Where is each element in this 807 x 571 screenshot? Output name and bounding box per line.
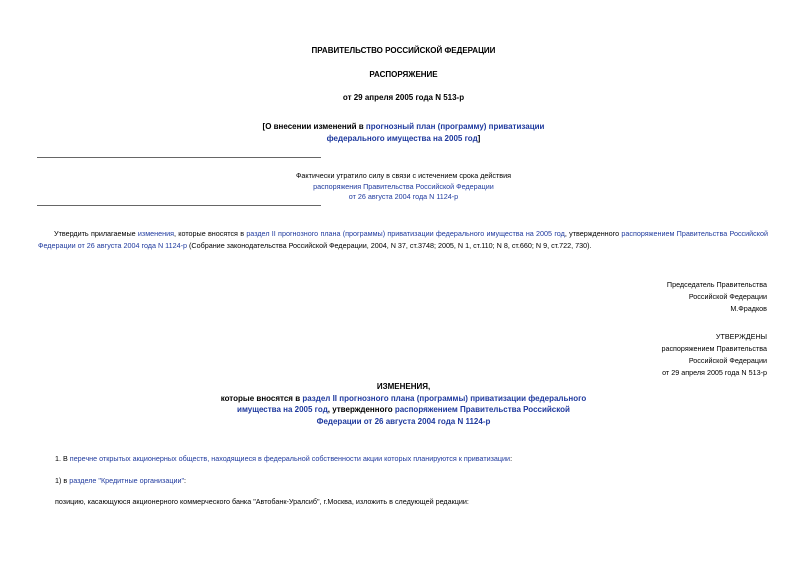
status-link-order[interactable]: распоряжения Правительства Российской Федерации — [313, 181, 494, 191]
divider-bottom — [37, 205, 321, 206]
item-1-link[interactable]: перечне открытых акционерных обществ, находящиеся в федеральной собственности акции которых планируются к приватизации — [69, 454, 511, 463]
item-position: позицию, касающуюся акционерного коммерческого банка "Автобанк-Уралсиб", г.Москва, изложить в следующей редакции: — [55, 497, 469, 506]
title-link-plan[interactable]: прогнозный план (программу) приватизации — [365, 122, 545, 131]
approved-line: от 29 апреля 2005 года N 513-р — [662, 368, 767, 377]
body-paragraph — [38, 228, 768, 252]
body-text: , утвержденного — [564, 229, 622, 238]
divider-top — [37, 157, 321, 158]
changes-heading — [0, 381, 807, 427]
changes-link-section[interactable]: раздел II прогнозного плана (программы) приватизации федерального — [302, 393, 587, 403]
body-text: , которые вносятся в — [173, 229, 247, 238]
body-link-section[interactable]: раздел II прогнозного плана (программы) приватизации федерального имущества на 2005 год — [246, 229, 565, 238]
signature-title: Председатель Правительства — [666, 280, 767, 289]
status-line: Фактически утратило силу в связи с истечением срока действия — [295, 171, 512, 180]
title-open: [О внесении изменений в — [262, 122, 366, 131]
item-text: 1. В — [55, 454, 70, 463]
title-close: ] — [477, 134, 481, 143]
changes-title: ИЗМЕНЕНИЯ, — [376, 382, 431, 391]
changes-link-order-date[interactable]: Федерации от 26 августа 2004 года N 1124-р — [316, 416, 491, 426]
signature-block — [667, 279, 767, 315]
item-1-1-link[interactable]: разделе "Кредитные организации" — [69, 476, 185, 485]
item-text: : — [510, 454, 513, 463]
signature-name: М.Фрадков — [730, 304, 767, 313]
body-text: (Собрание законодательства Российской Федерации, 2004, N 37, ст.3748; 2005, N 1, ст.110; N 8, ст.660; N 9, ст.722, 730). — [187, 241, 592, 250]
approved-line: Российской Федерации — [688, 356, 767, 365]
approved-line: распоряжением Правительства — [661, 344, 767, 353]
changes-link-order[interactable]: распоряжением Правительства Российской — [394, 405, 570, 414]
item-text: 1) в — [55, 476, 70, 485]
item-1-1 — [55, 476, 186, 485]
document-type: РАСПОРЯЖЕНИЕ — [369, 70, 438, 79]
title-link-year[interactable]: федерального имущества на 2005 год — [326, 134, 478, 143]
changes-link-year[interactable]: имущества на 2005 год — [237, 405, 328, 414]
body-link-changes[interactable]: изменения — [137, 229, 174, 238]
document-date-number: от 29 апреля 2005 года N 513-р — [342, 93, 465, 102]
status-link-date[interactable]: от 26 августа 2004 года N 1124-р — [348, 192, 459, 201]
approved-block — [661, 331, 767, 379]
body-link-order[interactable]: распоряжением Правительства Российской — [621, 229, 768, 238]
status-note — [0, 171, 807, 203]
body-link-order-date[interactable]: Федерации от 26 августа 2004 года N 1124-р — [38, 241, 188, 250]
item-1 — [55, 454, 512, 463]
body-text: Утвердить прилагаемые — [54, 229, 138, 238]
signature-country: Российской Федерации — [688, 292, 767, 301]
government-name: ПРАВИТЕЛЬСТВО РОССИЙСКОЙ ФЕДЕРАЦИИ — [311, 46, 496, 55]
changes-text: которые вносятся в — [220, 393, 303, 403]
changes-text: , утвержденного — [327, 405, 395, 414]
document-title — [0, 121, 807, 145]
approved-heading: УТВЕРЖДЕНЫ — [715, 332, 767, 341]
item-text: : — [184, 476, 187, 485]
